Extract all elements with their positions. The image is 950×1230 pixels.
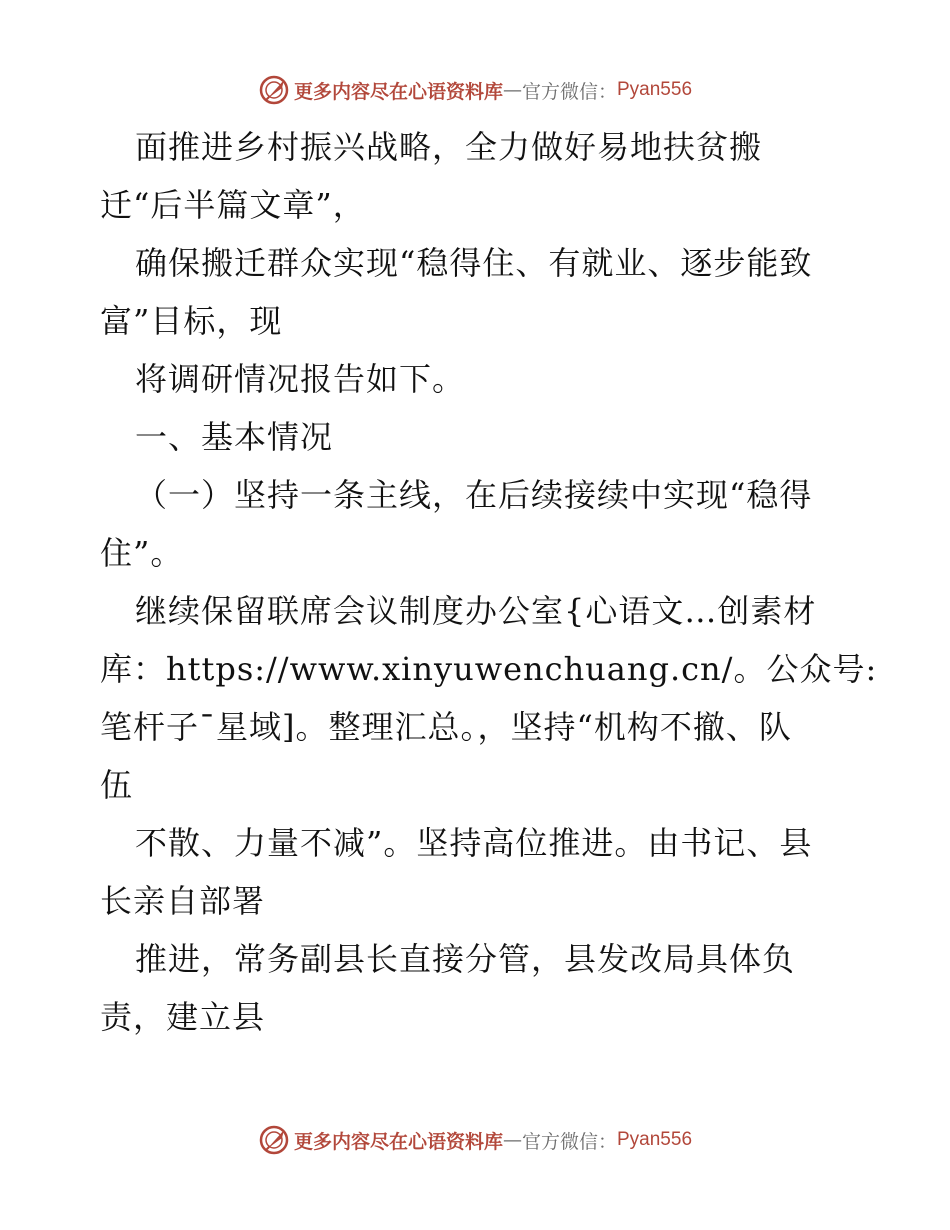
footer-separator: —: [502, 1129, 522, 1151]
header-brand-text: 更多内容尽在心语资料库: [293, 80, 503, 103]
body-line: 责，建立县: [100, 998, 266, 1036]
section-heading: 一、基本情况: [135, 418, 334, 456]
body-line: 将调研情况报告如下。: [135, 360, 466, 398]
body-line: 不散、力量不减”。坚持高位推进。由书记、县: [135, 824, 813, 862]
quill-seal-logo-icon: [258, 74, 290, 106]
footer-brand-text: 更多内容尽在心语资料库: [293, 1130, 503, 1153]
body-line: 笔杆子¯星域]。整理汇总。，坚持“机构不撤、队: [100, 708, 792, 746]
subsection-heading: （一）坚持一条主线，在后续接续中实现“稳得: [135, 476, 813, 514]
header-wechat-label: 官方微信：: [521, 80, 617, 103]
header-wechat-id: Pyan556: [617, 79, 693, 100]
body-line: 推进，常务副县长直接分管，县发改局具体负: [135, 940, 796, 978]
body-line: 住”。: [100, 534, 184, 572]
body-line: 继续保留联席会议制度办公室{心语文…创素材: [135, 592, 817, 630]
document-body: [100, 118, 878, 1046]
body-line: 迁“后半篇文章”，: [100, 186, 366, 224]
body-line: 长亲自部署: [100, 882, 266, 920]
footer-watermark-banner: [0, 1120, 950, 1160]
body-line: 库：https://www.xinyuwenchuang.cn/。公众号:: [100, 650, 878, 688]
footer-wechat-id: Pyan556: [617, 1129, 693, 1150]
header-separator: —: [502, 79, 522, 101]
body-line: 富”目标，现: [100, 302, 283, 340]
body-line: 伍: [100, 766, 134, 804]
header-watermark-banner: [0, 70, 950, 110]
body-line: 面推进乡村振兴战略，全力做好易地扶贫搬: [135, 128, 763, 166]
footer-wechat-label: 官方微信：: [521, 1130, 617, 1153]
quill-seal-logo-icon: [258, 1124, 290, 1156]
body-line: 确保搬迁群众实现“稳得住、有就业、逐步能致: [135, 244, 813, 282]
